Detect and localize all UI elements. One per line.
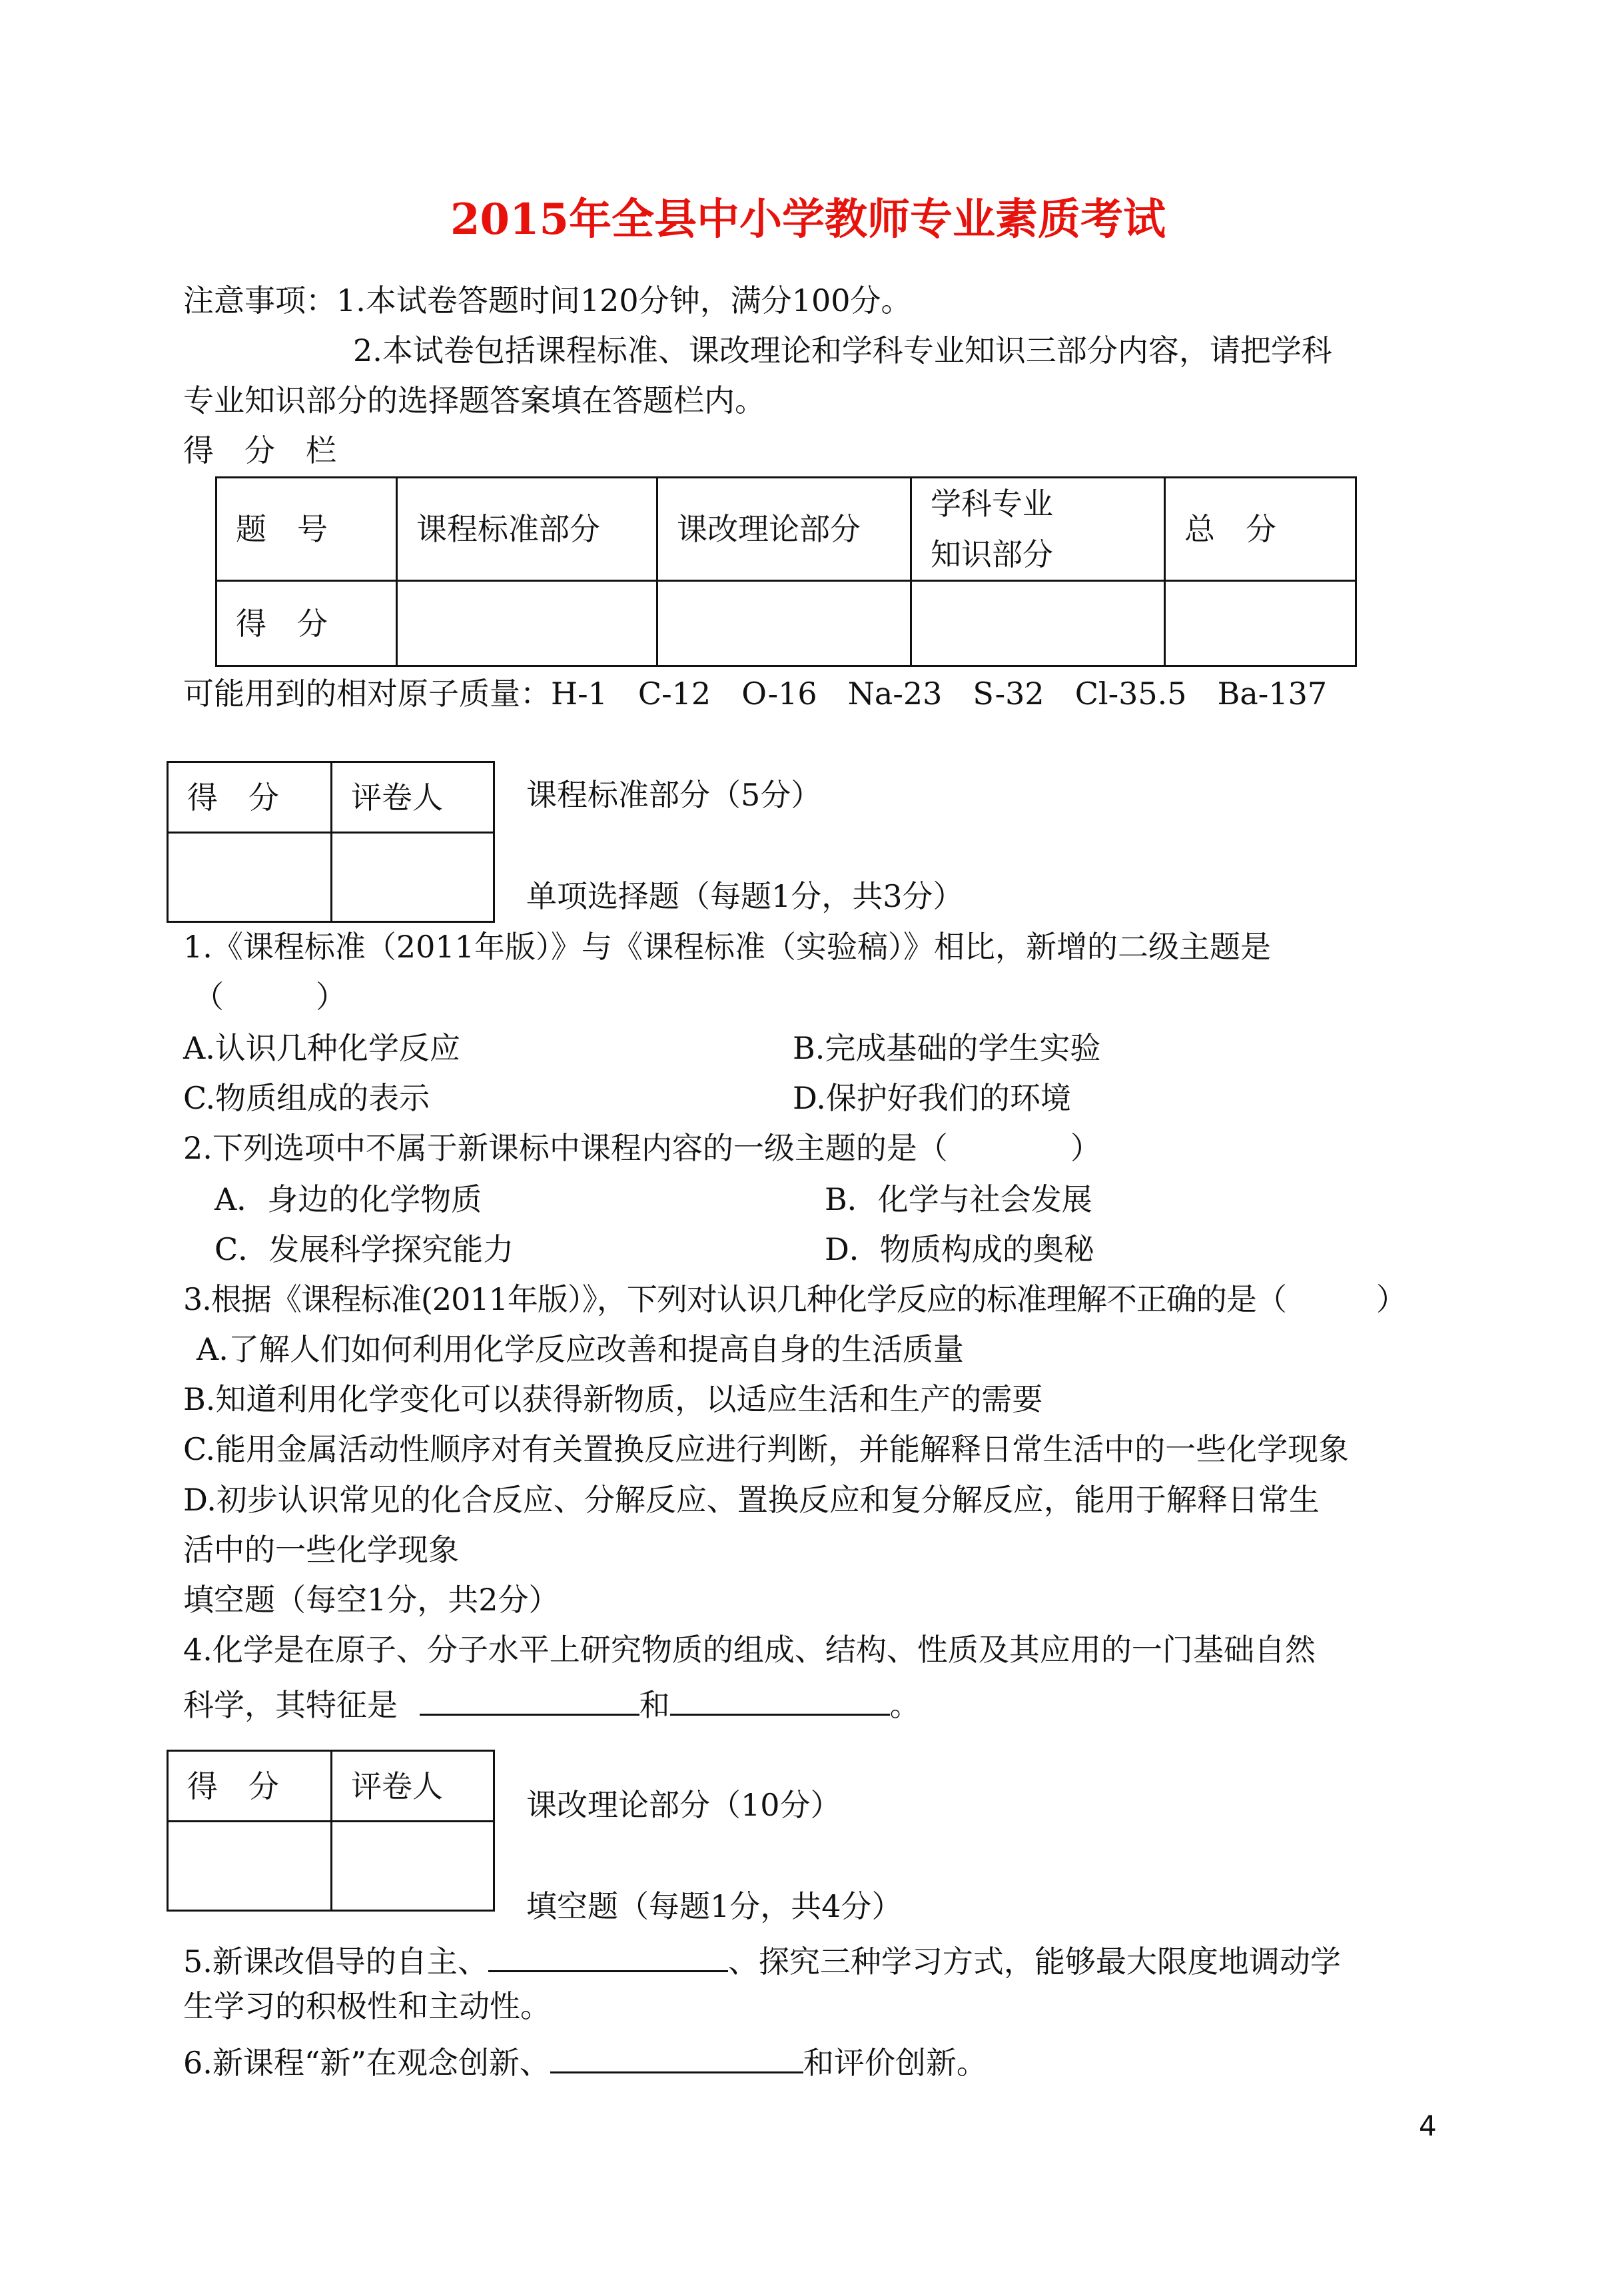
- score-table: [215, 476, 1357, 667]
- q5-line-1: [183, 1941, 1341, 1980]
- section-1-subtitle: 单项选择题（每题1分，共3分）: [526, 878, 964, 914]
- grader-box-grader-label: 评卷人: [332, 762, 494, 833]
- grader-box-2-score-label: 得 分: [168, 1751, 332, 1822]
- section-2-title: 课改理论部分（10分）: [526, 1787, 841, 1823]
- q4-text-c: 。: [889, 1687, 921, 1723]
- section-1-title: 课程标准部分（5分）: [526, 777, 822, 813]
- q6-text-a: 6.新课程“新”在观念创新、: [183, 2045, 550, 2081]
- score-table-row-label: 得 分: [216, 581, 397, 666]
- score-bar-label: 得 分 栏: [183, 432, 336, 468]
- q2-stem: 2.下列选项中不属于新课标中课程内容的一级主题的是（ ）: [183, 1130, 1101, 1166]
- score-cell-subject: [911, 581, 1165, 666]
- q1-stem-line-1: 1.《课程标准（2011年版）》与《课程标准（实验稿）》相比，新增的二级主题是: [183, 929, 1271, 965]
- page-number: 4: [1419, 2109, 1437, 2142]
- q6-line: [183, 2042, 987, 2081]
- q3-stem: 3.根据《课程标准(2011年版）》，下列对认识几种化学反应的标准理解不正确的是（ ）: [183, 1281, 1406, 1317]
- score-table-header-subject: [911, 478, 1165, 581]
- q5-text-a: 5.新课改倡导的自主、: [183, 1944, 488, 1980]
- score-table-header-subject-line2: 知识部分: [931, 536, 1053, 572]
- score-table-header-standard: 课程标准部分: [397, 478, 657, 581]
- q2-option-a: A．身边的化学物质: [214, 1181, 482, 1217]
- q4-text-a: 科学，其特征是: [183, 1687, 398, 1723]
- grader-box-2: [167, 1750, 495, 1912]
- q1-option-b: B.完成基础的学生实验: [793, 1030, 1101, 1066]
- q1-option-d: D.保护好我们的环境: [793, 1080, 1071, 1116]
- notice-line-1: 注意事项：1.本试卷答题时间120分钟，满分100分。: [183, 283, 912, 318]
- q2-option-c: C．发展科学探究能力: [214, 1231, 514, 1267]
- q3-option-c: C.能用金属活动性顺序对有关置换反应进行判断，并能解释日常生活中的一些化学现象: [183, 1431, 1350, 1467]
- fill-in-title: 填空题（每空1分，共2分）: [183, 1582, 560, 1618]
- grader-box-grader-cell: [332, 833, 494, 922]
- section-2-subtitle: 填空题（每题1分，共4分）: [526, 1888, 903, 1924]
- q4-line-2: [183, 1684, 921, 1723]
- grader-box-1: [167, 761, 495, 923]
- q5-line-2: 生学习的积极性和主动性。: [183, 1988, 551, 2024]
- q5-text-b: 、探究三种学习方式，能够最大限度地调动学: [727, 1944, 1341, 1980]
- atomic-masses: 可能用到的相对原子质量：H-1 C-12 O-16 Na-23 S-32 Cl-35.5 Ba-137: [183, 676, 1328, 712]
- notice-line-2: 2.本试卷包括课程标准、课改理论和学科专业知识三部分内容，请把学科: [353, 332, 1332, 368]
- q3-option-d-line-1: D.初步认识常见的化合反应、分解反应、置换反应和复分解反应，能用于解释日常生: [183, 1482, 1320, 1518]
- q2-option-d: D．物质构成的奥秘: [825, 1231, 1094, 1267]
- q3-option-b: B.知道利用化学变化可以获得新物质，以适应生活和生产的需要: [183, 1381, 1043, 1417]
- score-table-header-number: 题 号: [216, 478, 397, 581]
- score-table-header-total: 总 分: [1165, 478, 1356, 581]
- q1-option-a: A.认识几种化学反应: [183, 1030, 460, 1066]
- q4-blank-2[interactable]: [670, 1684, 890, 1716]
- score-cell-total: [1165, 581, 1356, 666]
- score-cell-standard: [397, 581, 657, 666]
- q4-blank-1[interactable]: [420, 1684, 639, 1716]
- score-table-header-theory: 课改理论部分: [657, 478, 911, 581]
- score-table-header-subject-line1: 学科专业: [931, 486, 1053, 522]
- grader-box-2-grader-label: 评卷人: [332, 1751, 494, 1822]
- q5-blank[interactable]: [488, 1941, 728, 1972]
- q6-blank[interactable]: [550, 2042, 803, 2073]
- q6-text-b: 和评价创新。: [803, 2045, 987, 2081]
- score-cell-theory: [657, 581, 911, 666]
- q1-stem-line-2: （ ）: [193, 979, 346, 1015]
- q4-text-b: 和: [639, 1687, 670, 1723]
- q2-option-b: B．化学与社会发展: [825, 1181, 1092, 1217]
- notice-line-3: 专业知识部分的选择题答案填在答题栏内。: [183, 382, 765, 418]
- q1-option-c: C.物质组成的表示: [183, 1080, 430, 1116]
- grader-box-score-cell: [168, 833, 332, 922]
- grader-box-score-label: 得 分: [168, 762, 332, 833]
- grader-box-2-grader-cell: [332, 1822, 494, 1911]
- page-title: 2015年全县中小学教师专业素质考试: [450, 195, 1166, 245]
- q4-line-1: 4.化学是在原子、分子水平上研究物质的组成、结构、性质及其应用的一门基础自然: [183, 1632, 1316, 1668]
- q3-option-a: A.了解人们如何利用化学反应改善和提高自身的生活质量: [197, 1331, 964, 1367]
- q3-option-d-line-2: 活中的一些化学现象: [183, 1532, 459, 1568]
- grader-box-2-score-cell: [168, 1822, 332, 1911]
